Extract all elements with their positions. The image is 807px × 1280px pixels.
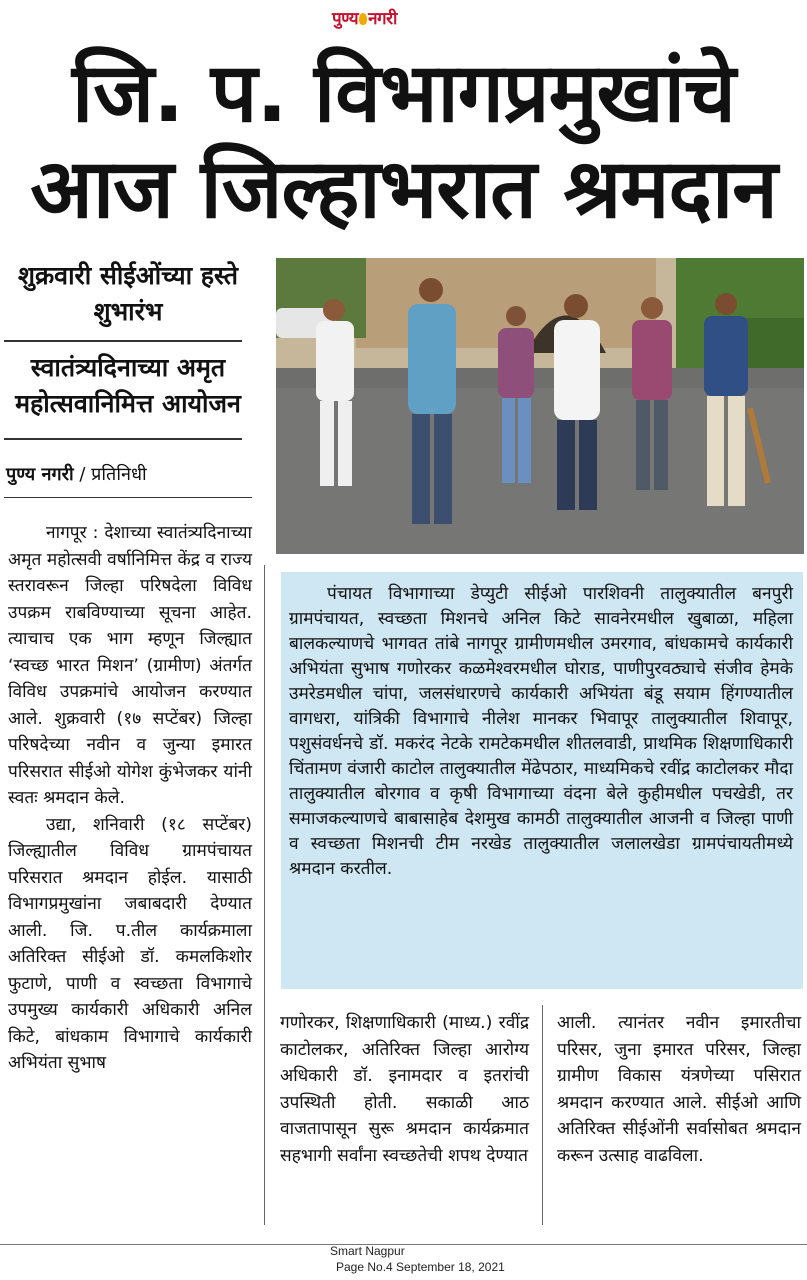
logo-text: पुण्य नगरी <box>332 9 397 29</box>
footer-page-date: Page No.4 September 18, 2021 <box>336 1260 505 1274</box>
byline-separator: / <box>73 464 92 485</box>
news-photo <box>276 258 804 554</box>
footer-source: Smart Nagpur <box>330 1244 405 1258</box>
article-paragraph-1: नागपूर : देशाच्या स्वातंत्र्यदिनाच्या अमृत महोत्सवी वर्षानिमित्त केंद्र व राज्य स्तरावरून जिल्हा परिषदेला विविध उपक्रम राबविण्याच्या सूचना आहेत. त्याचाच एक भाग म्हणून जिल्ह्यात ‘स्वच्छ भारत मिशन’ (ग्रामीण) अंतर्गत विविध उपक्रमांचे आयोजन करण्यात आले. शुक्रवारी (१७ सप्टेंबर) जिल्हा परिषदेच्या नवीन व जुन्या इमारत परिसरात सीईओ योगेश कुंभेजकर यांनी स्वतः श्रमदान केले. <box>8 523 252 808</box>
byline <box>6 462 147 486</box>
masthead-logo <box>332 6 418 32</box>
article-column-left <box>8 520 252 1077</box>
flame-icon <box>359 13 367 25</box>
footer <box>330 1243 530 1275</box>
divider <box>4 438 242 440</box>
article-column-middle: गणोरकर, शिक्षणाधिकारी (माध्य.) रवींद्र काटोलकर, अतिरिक्त जिल्हा आरोग्य अधिकारी डॉ. इनामदार व इतरांची उपस्थिती होती. सकाळी आठ वाजतापासून सुरू श्रमदान कार्यक्रमात सहभागी सर्वांना स्वच्छतेची शपथ देण्यात <box>280 1013 529 1166</box>
article-paragraph-2: उद्या, शनिवारी (१८ सप्टेंबर) जिल्ह्यातील विविध ग्रामपंचायत परिसरात श्रमदान होईल. यासाठी विभागप्रमुखांना जबाबदारी देण्यात आली. जि. प.तील कार्यक्रमाला अतिरिक्त सीईओ डॉ. कमलकिशोर फुटाणे, पाणी व स्वच्छता विभागाचे उपमुख्य कार्यकारी अधिकारी अनिल किटे, बांधकाम विभागाचे कार्यकारी अभियंता सुभाष <box>8 814 252 1073</box>
column-divider <box>542 1005 543 1225</box>
subhead-first: शुक्रवारी सीईओंच्या हस्ते शुभारंभ <box>17 261 238 326</box>
divider <box>4 340 242 342</box>
divider <box>4 497 252 498</box>
byline-paper: पुण्य नगरी <box>6 464 74 485</box>
headline-line-1: जि. प. विभागप्रमुखांचे <box>71 46 735 141</box>
headline-line-2: आज जिल्हाभरात श्रमदान <box>30 142 777 237</box>
highlight-text: पंचायत विभागाच्या डेप्युटी सीईओ पारशिवनी तालुक्यातील बनपुरी ग्रामपंचायत, स्वच्छता मिशनचे अनिल किटे सावनेरमधील खुबाळा, महिला बालकल्याणचे भागवत तांबे नागपूर ग्रामीणमधील उमरगाव, बांधकामचे कार्यकारी अभियंता सुभाष गणोरकर कळमेश्वरमधील घोराड, पाणीपुरवठ्याचे संजीव हेमके उमरेडमधील चांपा, जलसंधारणचे कार्यकारी अभियंता बंडू सयाम हिंगण्यातील वागधरा, यांत्रिकी विभागाचे नीलेश मानकर भिवापूर तालुक्यातील शिवापूर, पशुसंवर्धनचे डॉ. मकरंद नेटके रामटेकमधील शीतलवाडी, प्राथमिक शिक्षणाधिकारी चिंतामण वंजारी काटोल तालुक्यातील मेंढेपठार, माध्यमिकचे रवींद्र काटोलकर मौदा तालुक्यातील बोरगाव व कृषी विभागाच्या वंदना बेले कुहीमधील पचखेडी, तर समाजकल्याणचे बाबासाहेब देशमुख कामठी तालुक्यातील आजनी व जिल्हा पाणी व स्वच्छता मिशनची टीम नरखेड तालुक्यातील जलालखेडा ग्रामपंचायतीमध्ये श्रमदान करतील. <box>289 584 793 879</box>
column-divider <box>264 565 265 1225</box>
article-column-right: आली. त्यानंतर नवीन इमारतीचा परिसर, जुना इमारत परिसर, जिल्हा ग्रामीण विकास यंत्रणेच्या पसिरात श्रमदान करण्यात आले. सीईओ आणि अतिरिक्त सीईओंनी सर्वासोबत श्रमदान करून उत्साह वाढविला. <box>557 1013 801 1166</box>
subhead-second: स्वातंत्र्यदिनाच्या अमृत महोत्सवानिमित्त आयोजन <box>15 353 241 418</box>
byline-role: प्रतिनिधी <box>91 464 147 485</box>
photo-illustration <box>276 258 804 554</box>
